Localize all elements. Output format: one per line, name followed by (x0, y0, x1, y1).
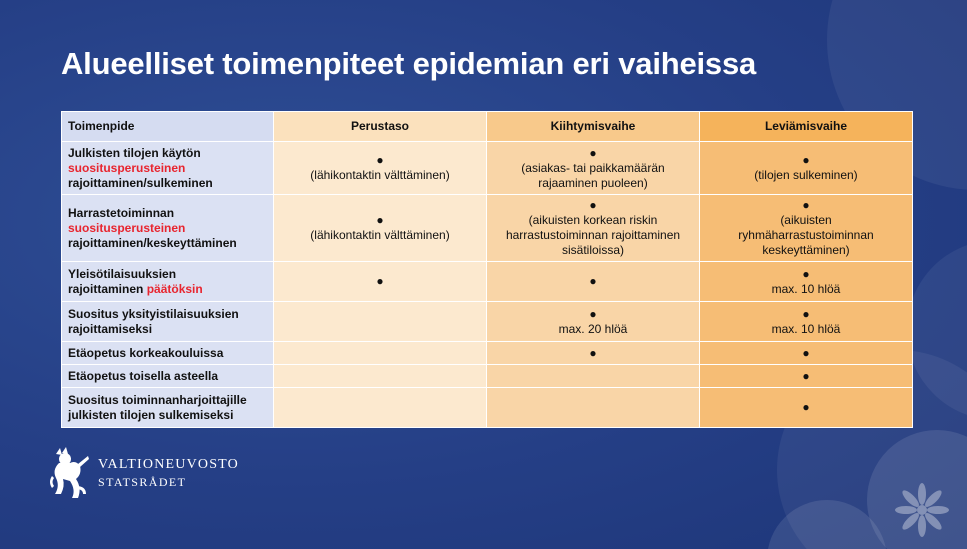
cell-kiihtymisvaihe (487, 195, 700, 262)
table-row (62, 342, 913, 365)
cell-leviamisvaihe (700, 142, 913, 195)
cell-text: rajaaminen puoleen) (538, 175, 648, 190)
cell-leviamisvaihe (700, 388, 913, 428)
bullet-marker: ● (802, 306, 810, 321)
measure-text: rajoittaminen/sulkeminen (68, 175, 213, 190)
cell-text: (lähikontaktin välttäminen) (310, 228, 450, 242)
table-row (62, 262, 913, 302)
cell-perustaso (274, 195, 487, 262)
measure-text: rajoittamiseksi (68, 321, 153, 336)
table-row (62, 195, 913, 262)
cell-kiihtymisvaihe (487, 365, 700, 388)
cell-leviamisvaihe (700, 302, 913, 342)
bullet-marker: ● (802, 153, 810, 167)
cell-text: harrastustoiminnan rajoittaminen (505, 228, 681, 242)
measure-cell (62, 262, 274, 302)
bullet-marker: ● (802, 368, 810, 383)
measure-highlight-text: päätöksin (146, 281, 203, 296)
bullet-marker: ● (589, 274, 597, 288)
measure-cell (62, 388, 274, 428)
cell-perustaso (274, 142, 487, 195)
valtioneuvosto-logo (46, 446, 239, 500)
measure-text: Suositus yksityistilaisuuksien (68, 306, 239, 321)
bullet-marker: ● (589, 306, 597, 321)
measure-text: rajoittaminen (68, 281, 147, 296)
cell-text: ryhmäharrastustoiminnan (738, 228, 874, 242)
cell-perustaso (274, 365, 487, 388)
header-kiihtymisvaihe: Kiihtymisvaihe (487, 112, 700, 142)
bullet-marker: ● (802, 198, 810, 212)
lion-coat-of-arms-icon (46, 446, 90, 500)
bullet-marker: ● (376, 274, 384, 288)
measure-cell (62, 302, 274, 342)
cell-text: keskeyttäminen) (762, 243, 850, 257)
measure-text: Etäopetus toisella asteella (68, 368, 219, 383)
measure-cell (62, 142, 274, 195)
cell-text: max. 10 hlöä (771, 321, 841, 336)
bullet-marker: ● (376, 213, 384, 227)
cell-perustaso (274, 342, 487, 365)
logo-text-line2: STATSRÅDET (98, 475, 187, 489)
cell-leviamisvaihe (700, 195, 913, 262)
cell-kiihtymisvaihe (487, 302, 700, 342)
cell-text: (aikuisten korkean riskin (528, 213, 658, 227)
cell-perustaso (274, 302, 487, 342)
cell-leviamisvaihe (700, 262, 913, 302)
header-toimenpide: Toimenpide (62, 112, 274, 142)
bullet-marker: ● (589, 198, 597, 212)
bullet-marker: ● (589, 345, 597, 360)
measure-text: julkisten tilojen sulkemiseksi (68, 407, 234, 422)
measure-text: Suositus toiminnanharjoittajille (68, 392, 247, 407)
cell-kiihtymisvaihe (487, 262, 700, 302)
bullet-marker: ● (802, 266, 810, 281)
table-body (62, 142, 913, 428)
cell-text: (lähikontaktin välttäminen) (310, 168, 450, 182)
measure-highlight-text: suositusperusteinen (68, 160, 186, 175)
cell-text: (aikuisten (780, 213, 832, 227)
cell-text: max. 10 hlöä (771, 281, 841, 296)
cell-leviamisvaihe (700, 342, 913, 365)
header-perustaso: Perustaso (274, 112, 487, 142)
cell-text: (asiakas- tai paikkamäärän (521, 160, 665, 175)
cell-kiihtymisvaihe (487, 142, 700, 195)
bullet-marker: ● (376, 153, 384, 167)
measures-table (61, 111, 913, 428)
table-row (62, 365, 913, 388)
cell-perustaso (274, 262, 487, 302)
cell-leviamisvaihe (700, 365, 913, 388)
cell-perustaso (274, 388, 487, 428)
bullet-marker: ● (802, 400, 810, 414)
logo-text-line1: VALTIONEUVOSTO (98, 457, 239, 472)
table-row (62, 302, 913, 342)
table-row (62, 388, 913, 428)
measure-text: Harrastetoiminnan (68, 205, 175, 220)
cell-kiihtymisvaihe (487, 388, 700, 428)
measure-highlight-text: suositusperusteinen (68, 220, 186, 235)
measure-text: Etäopetus korkeakouluissa (68, 345, 224, 360)
slide-title: Alueelliset toimenpiteet epidemian eri vaiheissa (61, 46, 757, 81)
measure-cell (62, 365, 274, 388)
header-leviamisvaihe: Leviämisvaihe (700, 112, 913, 142)
measure-cell (62, 342, 274, 365)
cell-text: (tilojen sulkeminen) (754, 168, 858, 182)
measure-text: rajoittaminen/keskeyttäminen (68, 235, 237, 250)
table-header-row (62, 112, 913, 142)
bullet-marker: ● (802, 345, 810, 360)
measure-cell (62, 195, 274, 262)
cell-kiihtymisvaihe (487, 342, 700, 365)
cell-text: sisätiloissa) (561, 243, 624, 257)
measure-text: Yleisötilaisuuksien (68, 266, 177, 281)
measure-text: Julkisten tilojen käytön (68, 145, 201, 160)
cell-text: max. 20 hlöä (558, 321, 628, 336)
bullet-marker: ● (589, 145, 597, 160)
table-row (62, 142, 913, 195)
